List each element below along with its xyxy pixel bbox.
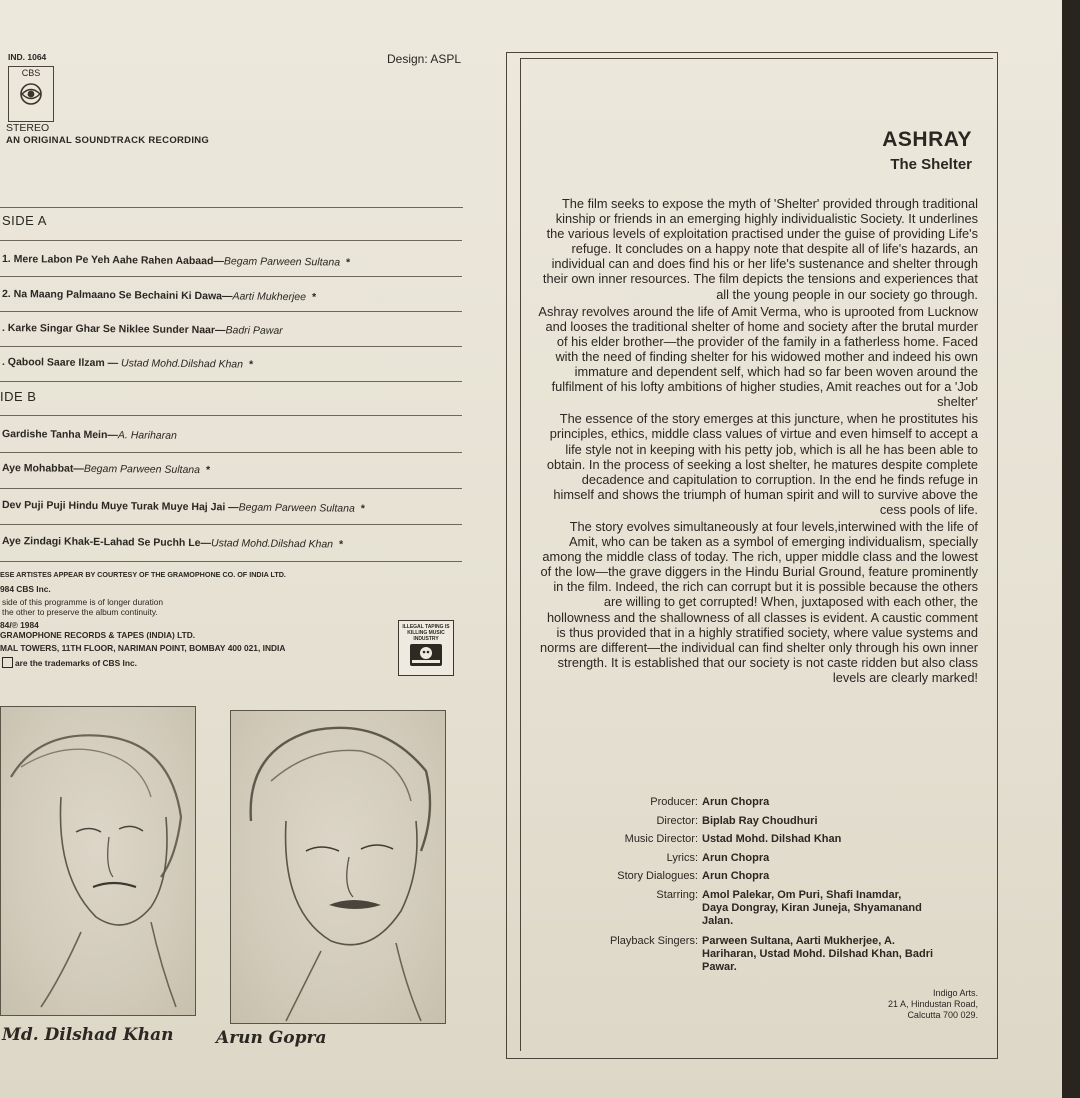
portrait-sketch-1 xyxy=(1,707,195,1015)
credit-playback-singers: Playback Singers: Parween Sultana, Aarti Mukherjee, A. Hariharan, Ustad Mohd. Dilshad Khan, Badri Pawar. xyxy=(609,934,934,973)
signature-dilshad-khan: Md. Dilshad Khan xyxy=(2,1025,174,1045)
track-b1: Gardishe Tanha Mein—A. Hariharan xyxy=(1,428,177,442)
sleeve-edge xyxy=(1062,0,1080,1098)
portrait-sketch-2 xyxy=(231,711,445,1023)
synopsis xyxy=(538,196,978,687)
credit-music-director: Music Director: Ustad Mohd. Dilshad Khan xyxy=(624,833,842,845)
cassette-skull-icon xyxy=(409,643,443,669)
track-b3: Dev Puji Puji Hindu Muye Turak Muye Haj Jai —Begam Parween Sultana * xyxy=(1,499,365,515)
copyright-note: 984 CBS Inc. xyxy=(0,584,51,594)
synopsis-paragraph-3: The essence of the story emerges at this juncture, when he prostitutes his principles, ethics, middle class values of virtue and even himself to accept a life style not in keeping with his petty job, which is all he has been able to obtain. In the process of seeking a lost shelter, he matures despite complete decadence and capitulation to corruption. In the end he finds refuge in himself and shows the triumph of human spirit and will to survive above the cess pools of life. xyxy=(546,411,978,517)
cbs-logo xyxy=(8,66,54,122)
credit-story-dialogues: Story Dialogues: Arun Chopra xyxy=(617,870,770,882)
courtesy-note: ESE ARTISTES APPEAR BY COURTESY OF THE GRAMOPHONE CO. OF INDIA LTD. xyxy=(0,570,286,579)
side-b-label: IDE B xyxy=(0,389,37,404)
catalog-number: IND. 1064 xyxy=(8,52,47,62)
address-line-1: Indigo Arts. xyxy=(932,988,978,998)
portrait-arun-chopra xyxy=(230,710,446,1024)
credit-lyrics: Lyrics: Arun Chopra xyxy=(666,851,770,864)
company-address: MAL TOWERS, 11TH FLOOR, NARIMAN POINT, BOMBAY 400 021, INDIA xyxy=(0,643,286,653)
track-b2: Aye Mohabbat—Begam Parween Sultana * xyxy=(1,462,211,477)
company-name: GRAMOPHONE RECORDS & TAPES (INDIA) LTD. xyxy=(0,630,196,640)
address-line-3: Calcutta 700 029. xyxy=(907,1010,978,1020)
cbs-mark-icon xyxy=(2,657,13,668)
year-note: 84/℗ 1984 xyxy=(0,620,39,630)
synopsis-paragraph-2: Ashray revolves around the life of Amit Verma, who is uprooted from Lucknow and looses the traditional shelter of home and society after the brutal murder of his elder brother—the provider of the family in a fatherless home. Faced with the need of finding shelter for his widowed mother and indeed his own immature and dependent self, which had so far been woven around the fulfilment of his lofty ambitions of higher studies, Amit reaches out for a 'Job shelter' xyxy=(538,303,978,410)
synopsis-paragraph-1: The film seeks to expose the myth of 'Shelter' provided through traditional kinship or friends in an emerging highly individualistic Society. It underlines the various levels of exploitation practised under the guise of providing Life's refuge. It concludes on a happy note that despite all of life's hazards, an individual can and does find his or her life's sustenance and shelter through their own inner resources. The film depicts the tensions and experiences that all the young people in our society go through. xyxy=(542,196,978,302)
cbs-eye-icon xyxy=(20,83,42,105)
credit-starring: Starring: Amol Palekar, Om Puri, Shafi Inamdar, Daya Dongray, Kiran Juneja, Shyamanand Jalan. xyxy=(656,888,922,927)
design-credit: Design: ASPL xyxy=(387,52,462,66)
duration-note-2: the other to preserve the album continuity. xyxy=(2,607,158,617)
track-a3: . Karke Singar Ghar Se Niklee Sunder Naar—Badri Pawar xyxy=(1,322,283,337)
address-line-2: 21 A, Hindustan Road, xyxy=(887,999,978,1009)
track-b4: Aye Zindagi Khak-E-Lahad Se Puchh Le—Ustad Mohd.Dilshad Khan * xyxy=(1,535,344,551)
side-a-label: SIDE A xyxy=(2,213,47,228)
trademark-note: are the trademarks of CBS Inc. xyxy=(2,657,137,669)
producer-address xyxy=(888,988,978,1021)
track-a1: 1. Mere Labon Pe Yeh Aahe Rahen Aabaad—Begam Parween Sultana * xyxy=(1,253,351,269)
synopsis-paragraph-4: The story evolves simultaneously at four levels,interwined with the life of Amit, who can be taken as a symbol of emerging individualism, specially among the middle class of today. The rich, upper middle class and the lowest of the low—the grave diggers in the Hindu Burial Ground, feature prominently in the film. Indeed, the rich can corrupt but it is possible because the others are willing to get corrupted! When, juxtaposed with each other, the hollowness and the shallowness of all classes is evident. A caustic comment is thus provided that in a highly stratified society, where value systems and norms are different—the individual can find shelter only through his own inner strength. It is established that our society is not caste ridden but also class levels are clearly marked! xyxy=(540,518,978,685)
recording-type: AN ORIGINAL SOUNDTRACK RECORDING xyxy=(6,135,210,146)
stereo-label: STEREO xyxy=(6,122,50,134)
album-title: ASHRAY xyxy=(882,128,972,151)
credits-list xyxy=(560,793,980,974)
credit-producer: Producer: Arun Chopra xyxy=(650,796,770,808)
track-a2: 2. Na Maang Palmaano Se Bechaini Ki Dawa—Aarti Mukherjee * xyxy=(1,288,317,304)
track-a4: . Qabool Saare Ilzam — Ustad Mohd.Dilshad Khan * xyxy=(1,356,254,371)
duration-note-1: side of this programme is of longer duration xyxy=(2,597,164,607)
anti-piracy-badge: ILLEGAL TAPING IS KILLING MUSIC INDUSTRY xyxy=(398,620,454,676)
album-subtitle: The Shelter xyxy=(890,156,972,173)
credit-director: Director: Biplab Ray Choudhuri xyxy=(656,814,818,827)
portrait-dilshad-khan xyxy=(0,706,196,1016)
cbs-label: CBS xyxy=(21,68,41,78)
signature-arun-chopra: Arun Gopra xyxy=(216,1028,327,1048)
